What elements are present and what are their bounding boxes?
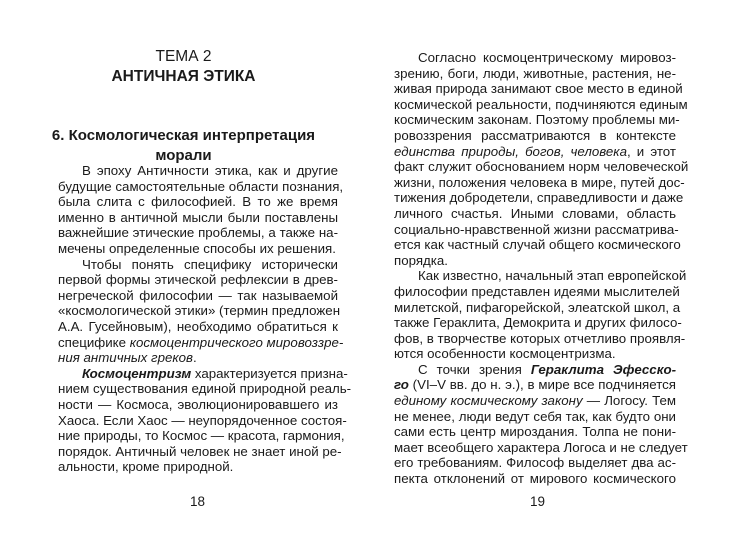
- text-line: социально-нравственной жизни рассматрива-: [394, 221, 679, 237]
- bold-italic-term: Космоцентризм: [82, 365, 192, 381]
- italic-run: ния античных греков: [58, 350, 193, 366]
- text-line: [394, 377, 676, 393]
- text-line: именно в античной мысли были поставлены: [58, 209, 338, 225]
- text-line: [58, 350, 338, 366]
- italic-run: единства природы, богов, человека: [394, 143, 627, 159]
- text-line: порядок. Античный человек не знает иной ре-: [58, 443, 342, 459]
- text-line: факт служит обоснованием норм человеческой: [394, 159, 689, 175]
- text-line: его требованиям. Философ выделяет два ас-: [394, 455, 676, 471]
- text-line: также Гераклита, Демокрита и других филосо-: [394, 315, 682, 331]
- text-line: [58, 334, 344, 351]
- text-line: пекта отклонений от мирового космического: [394, 471, 676, 487]
- text-run: характеризуется призна-: [191, 365, 348, 381]
- bold-italic-term: го: [394, 377, 409, 393]
- theme-label: ТЕМА 2: [155, 48, 212, 65]
- text-line: [394, 362, 676, 378]
- text-line: не менее, люди ведут себя так, как будто они: [394, 408, 676, 424]
- text-line: ется как частный случай общего космического: [394, 237, 681, 253]
- text-line: негреческой философии — так называемой: [58, 287, 338, 303]
- text-line: В эпоху Античности этика, как и другие: [82, 163, 338, 178]
- text-line: А.А. Гусейновым), необходимо обратиться к: [58, 318, 338, 334]
- section-title-line2: морали: [155, 147, 212, 164]
- text-line: космической реальности, подчиняются единым: [394, 96, 688, 112]
- text-line: «космологической этики» (термин предложен: [58, 303, 341, 319]
- right-body-text: [394, 50, 689, 487]
- text-line: жизни, положения человека в мире, путей дос-: [394, 174, 685, 190]
- text-line: мечены определенные способы их решения.: [58, 240, 336, 256]
- text-line: важнейшие этические проблемы, а также на-: [58, 225, 338, 241]
- text-line: [394, 393, 676, 409]
- text-line: личного счастья. Иными словами, область: [394, 205, 676, 221]
- bold-italic-term: Гераклита Эфесско-: [530, 361, 676, 377]
- text-line: фов, в творчестве которых отчетливо проявля-: [394, 330, 686, 346]
- text-line: будущие самостоятельные области познания,: [58, 178, 344, 194]
- text-line: [394, 144, 676, 160]
- text-line: Чтобы понять специфику исторически: [82, 256, 338, 272]
- text-line: ровоззрения рассматриваются в контексте: [394, 127, 676, 143]
- text-line: первой формы этической рефлексии в древ-: [58, 272, 338, 288]
- text-line: милетской, пифагорейской, элеатской школ, а: [394, 299, 681, 315]
- text-line: ние природы, то Космос — красота, гармония,: [58, 428, 345, 444]
- text-line: нием существования единой природной реаль-: [58, 381, 352, 397]
- text-line: порядка.: [394, 252, 448, 268]
- page-number: 18: [190, 494, 206, 509]
- text-line: зрению, боги, люди, животные, растения, не-: [394, 65, 676, 81]
- text-line: была слита с философией. В то же время: [58, 194, 338, 210]
- text-line: Хаоса. Если Хаос — неупорядоченное состоя-: [58, 412, 347, 428]
- text-line: альности, кроме природной.: [58, 459, 234, 475]
- text-line: космическим законам. Поэтому проблемы ми-: [394, 112, 680, 128]
- text-run: С точки зрения: [418, 361, 531, 377]
- text-line: Как известно, начальный этап европейской: [418, 268, 687, 284]
- section-title: [0, 126, 367, 166]
- italic-run: единому космическому закону: [394, 393, 583, 409]
- text-run: , и этот: [626, 143, 676, 159]
- text-line: [58, 365, 348, 382]
- left-body-text: [58, 163, 352, 475]
- page-number: 19: [530, 494, 546, 509]
- text-line: мает всеобщего характера Логоса и не следует: [394, 439, 688, 455]
- text-run: — Логосу. Тем: [582, 393, 676, 409]
- text-line: ности — Космоса, эволюционировавшего из: [58, 396, 338, 412]
- text-line: тижения добродетели, справедливости и даже: [394, 190, 684, 206]
- text-line: философии представлен идеями мыслителей: [394, 283, 680, 299]
- text-line: ются особенности космоцентризма.: [394, 346, 616, 362]
- text-line: сами есть центр мироздания. Толпа не пони-: [394, 424, 676, 440]
- section-title-line1: 6. Космологическая интерпретация: [51, 127, 316, 144]
- text-run: (VI–V вв. до н. э.), в мире все подчиняется: [408, 377, 676, 393]
- text-run: .: [192, 350, 197, 366]
- text-run: специфике: [58, 334, 130, 350]
- text-line: живая природа занимают свое место в единой: [394, 81, 683, 97]
- text-line: Согласно космоцентрическому мировоз-: [418, 50, 676, 65]
- theme-title: АНТИЧНАЯ ЭТИКА: [111, 68, 256, 85]
- italic-run: космоцентрического мировоззре-: [129, 334, 344, 350]
- right-page: [367, 0, 734, 540]
